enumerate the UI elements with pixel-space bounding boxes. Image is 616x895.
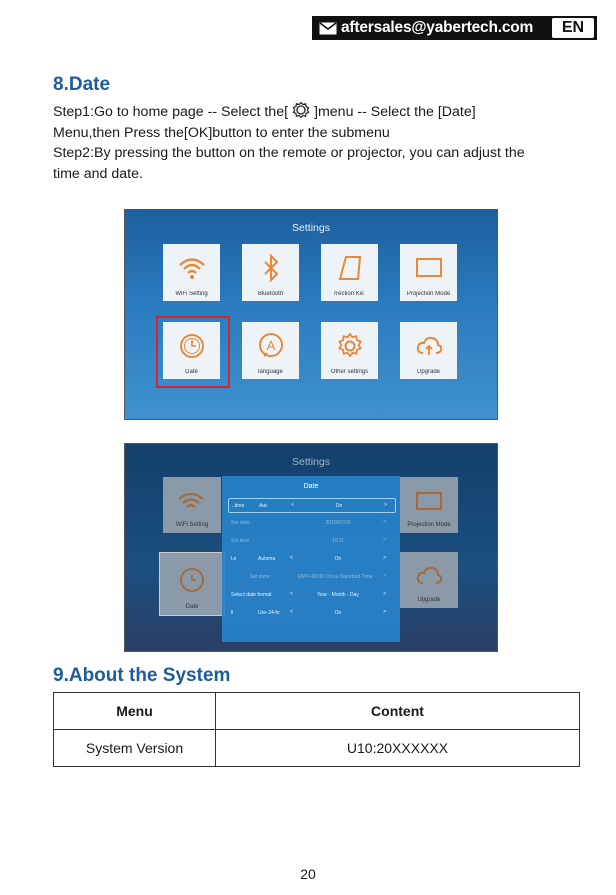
left-arrow-icon[interactable]: < (291, 502, 294, 508)
right-arrow-icon[interactable]: > (383, 519, 386, 525)
projection-icon (414, 253, 444, 283)
tile-projection-mode[interactable] (400, 244, 457, 301)
selected-highlight (156, 316, 230, 388)
column-header: Content (216, 693, 580, 730)
table-header-row (54, 693, 580, 730)
table-row (54, 730, 580, 767)
date-section-title: 8.Date (53, 74, 111, 95)
row-auto-timezone[interactable]: l.e Automa < On > (231, 555, 386, 562)
mail-icon (319, 22, 337, 35)
row-set-date[interactable]: Set date 2019/07/26 > (231, 519, 386, 526)
bg-tile-wifi (163, 477, 221, 533)
bg-tile-date (159, 552, 225, 616)
tile-upgrade[interactable] (400, 322, 457, 379)
right-arrow-icon[interactable]: > (383, 537, 386, 543)
settings-title: Settings (292, 456, 330, 468)
table-cell: U10:20XXXXXX (216, 730, 580, 767)
step2-line1: Step2:By pressing the button on the remote or projector, you can adjust the (53, 145, 525, 161)
tile-keystone[interactable] (321, 244, 378, 301)
tile-label: Other settings (330, 369, 369, 375)
left-arrow-icon[interactable]: < (290, 609, 293, 615)
row-set-zone[interactable]: Set zone GMT+08:00 China Standard Time > (250, 573, 386, 580)
tile-label: Projection Mode (406, 291, 451, 297)
bg-tile-projection (400, 477, 458, 533)
gear-icon (291, 101, 311, 119)
projection-icon (414, 489, 444, 515)
dialog-title: Date (303, 483, 319, 490)
right-arrow-icon[interactable]: > (383, 609, 386, 615)
page-number: 20 (300, 866, 316, 882)
left-arrow-icon[interactable]: < (290, 555, 293, 561)
settings-screenshot (124, 209, 498, 420)
step2-line2: time and date. (53, 165, 143, 182)
bg-tile-upgrade (400, 552, 458, 608)
right-arrow-icon[interactable]: > (383, 591, 386, 597)
keystone-icon (335, 253, 365, 283)
table-cell: System Version (54, 730, 216, 767)
cloud-upload-icon (414, 563, 444, 589)
row-set-time[interactable]: Set time 10:11 > (231, 537, 386, 544)
support-email[interactable]: aftersales@yabertech.com (341, 19, 534, 36)
system-info-table (53, 692, 580, 767)
column-header: Menu (54, 693, 216, 730)
tile-label: rrection Ke: (334, 291, 365, 297)
row-24-hour[interactable]: ll Use 24-hr < On > (231, 609, 386, 616)
svg-text:A: A (266, 338, 276, 353)
wifi-icon (176, 489, 206, 515)
row-auto-time[interactable]: ..time Aut: < On > (228, 498, 396, 513)
tile-bluetooth[interactable] (242, 244, 299, 301)
tile-label: WiFi Setting (175, 291, 208, 297)
right-arrow-icon[interactable]: > (383, 555, 386, 561)
tile-label: Date (185, 604, 199, 610)
cloud-upload-icon (414, 331, 444, 361)
clock-icon (177, 565, 207, 595)
date-dialog (222, 476, 400, 642)
language-badge: EN (552, 18, 594, 38)
wifi-icon (177, 253, 207, 283)
tile-label: Upgrade (417, 597, 441, 603)
tile-label: Projection Mode (407, 522, 451, 528)
date-dialog-screenshot (124, 443, 498, 652)
right-arrow-icon[interactable]: > (383, 573, 386, 579)
tile-label: language (258, 369, 283, 375)
tile-wifi[interactable] (163, 244, 220, 301)
language-icon (256, 331, 286, 361)
right-arrow-icon[interactable]: > (384, 502, 387, 508)
tile-label: WiFi Setting (175, 522, 209, 528)
tile-other-settings[interactable] (321, 322, 378, 379)
row-date-format[interactable]: Select date format < Year - Month - Day > (231, 591, 386, 598)
gear-icon (335, 331, 365, 361)
step1-line1: Step1:Go to home page -- Select the[ ]menu -- Select the [Date] (53, 101, 583, 123)
settings-title: Settings (292, 222, 330, 234)
tile-language[interactable] (242, 322, 299, 379)
tile-label: Bluetooth (257, 291, 284, 297)
step1-line2: Menu,then Press the[OK]button to enter the submenu (53, 124, 390, 141)
date-instructions (53, 101, 583, 184)
header-bar (312, 16, 597, 40)
left-arrow-icon[interactable]: < (290, 591, 293, 597)
about-section-title: 9.About the System (53, 665, 231, 686)
tile-label: Date (185, 369, 198, 375)
tile-label: Upgrade (416, 369, 440, 375)
bluetooth-icon (256, 253, 286, 283)
